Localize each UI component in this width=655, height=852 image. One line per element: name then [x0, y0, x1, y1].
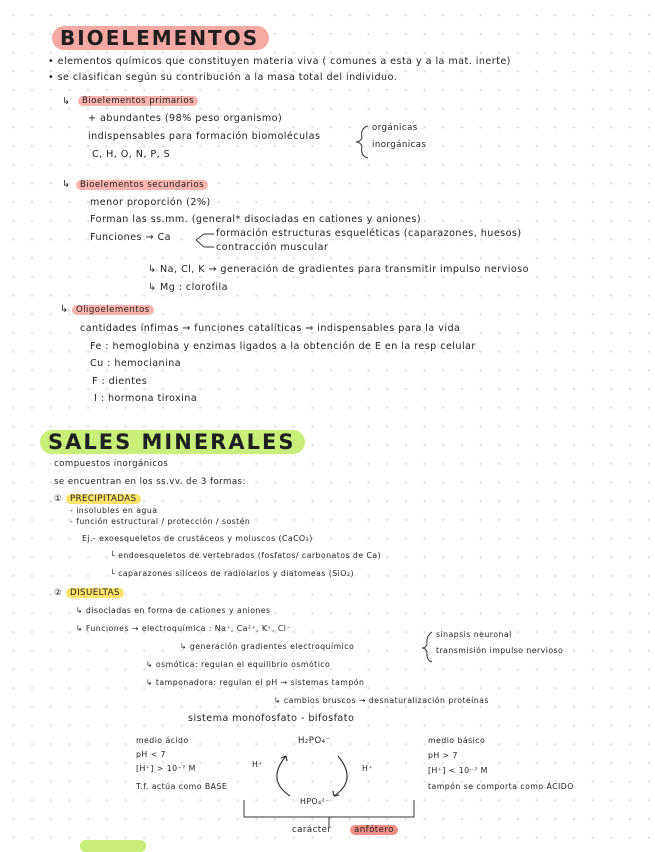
- num-1: ①: [54, 494, 63, 504]
- precip-line-e: └ caparazones silíceos de radiolarios y diatomeas (SiO₂): [110, 569, 354, 578]
- secundarios-line-2: Forman las ss.mm. (general* disociadas en cationes y aniones): [90, 214, 422, 225]
- ca-branch-1: formación estructuras esqueléticas (caparazones, huesos): [216, 228, 522, 239]
- brace-transmision: transmisión impulso nervioso: [436, 646, 564, 655]
- arrow-icon: ↳: [62, 96, 71, 107]
- title-bioelementos: BIOELEMENTOS: [52, 26, 269, 50]
- brace-organicas: orgánicas: [372, 123, 418, 133]
- disuel-line-a: ↳ disociadas en forma de cationes y aniones: [76, 606, 271, 615]
- basic-ph: pH > 7: [428, 751, 458, 760]
- oligo-line-3: Cu : hemocianina: [90, 358, 182, 369]
- acid-ph: pH < 7: [136, 750, 166, 759]
- intro-line-2: • se clasifican según su contribución a la masa total del individuo.: [48, 72, 398, 83]
- primarios-line-3: C, H, O, N, P, S: [92, 149, 171, 160]
- secundarios-line-1: menor proporción (2%): [90, 197, 211, 208]
- secundarios-line-3: Funciones → Ca: [90, 232, 171, 243]
- acid-tf: T.f. actúa como BASE: [136, 782, 228, 791]
- precip-line-c: Ej.- exoesqueletos de crustáceos y moluscos (CaCO₃): [82, 534, 313, 543]
- basic-title: medio básico: [428, 736, 486, 745]
- anfotero-label: anfótero: [350, 825, 398, 835]
- secundarios-line-4: ↳ Na, Cl, K → generación de gradientes para transmitir impulso nervioso: [148, 264, 529, 275]
- disuel-line-e: ↳ tamponadora: regulan el pH → sistemas tampón: [146, 678, 365, 687]
- ca-branch-2: contracción muscular: [216, 242, 329, 253]
- arrow-icon: ↳: [60, 304, 69, 315]
- intro-line-1: • elementos químicos que constituyen materia viva ( comunes a esta y a la mat. inerte): [48, 56, 511, 67]
- secundarios-line-5: ↳ Mg : clorofila: [148, 282, 228, 293]
- heading-oligoelementos: Oligoelementos: [72, 305, 154, 315]
- precip-line-a: - insolubles en agua: [70, 506, 158, 515]
- h-left: H⁺: [252, 760, 263, 769]
- precip-line-d: └ endoesqueletos de vertebrados (fosfatos/ carbonatos de Ca): [110, 551, 382, 560]
- acid-h: [H⁺] > 10⁻⁷ M: [136, 764, 196, 773]
- arrow-icon: ↳: [62, 179, 71, 190]
- brace-sinapsis: sinapsis neuronal: [436, 630, 512, 639]
- oligo-line-4: F : dientes: [92, 376, 148, 387]
- title-sales-minerales: SALES MINERALES: [40, 430, 305, 454]
- caracter-label: carácter: [292, 825, 332, 835]
- precip-line-b: - función estructural / protección / sostén: [70, 517, 251, 526]
- oligo-line-2: Fe : hemoglobina y enzimas ligados a la obtención de E en la resp celular: [90, 341, 476, 352]
- brace-inorganicas: inorgánicas: [372, 140, 427, 150]
- disuel-line-b: ↳ Funciones → electroquímica : Na⁺, Ca²⁺, K⁺, Cl⁻: [76, 624, 291, 633]
- basic-tf: tampón se comporta como ÁCIDO: [428, 782, 574, 791]
- sales-line-1: compuestos inorgánicos: [54, 459, 169, 469]
- h-right: H⁺: [362, 764, 373, 773]
- acid-title: medio ácido: [136, 736, 189, 745]
- oligo-line-5: I : hormona tiroxina: [94, 393, 198, 404]
- num-2: ②: [54, 588, 63, 598]
- heading-disueltas: DISUELTAS: [66, 588, 124, 598]
- disuel-line-d: ↳ osmótica: regulan el equilibrio osmótico: [146, 660, 331, 669]
- heading-precipitadas: PRECIPITADAS: [66, 494, 141, 504]
- hpo4-label: HPO₄²⁻: [300, 797, 330, 806]
- primarios-line-1: + abundantes (98% peso organismo): [88, 113, 283, 124]
- green-highlight-tab: [80, 840, 146, 852]
- heading-secundarios: Bioelementos secundarios: [76, 180, 208, 190]
- disuel-line-c: ↳ generación gradientes electroquímico: [180, 642, 355, 651]
- oligo-line-1: cantidades ínfimas → funciones catalíticas ⇒ indispensables para la vida: [80, 323, 461, 334]
- sistema-title: sistema monofosfato - bifosfato: [188, 713, 355, 724]
- basic-h: [H⁺] < 10⁻⁷ M: [428, 766, 488, 775]
- primarios-line-2: indispensables para formación biomoléculas: [88, 131, 321, 142]
- sales-line-2: se encuentran en los ss.vv. de 3 formas:: [54, 477, 246, 487]
- h2po4-label: H₂PO₄⁻: [298, 736, 331, 746]
- heading-primarios: Bioelementos primarios: [78, 96, 198, 106]
- disuel-line-f: ↳ cambios bruscos → desnaturalización proteínas: [274, 696, 489, 705]
